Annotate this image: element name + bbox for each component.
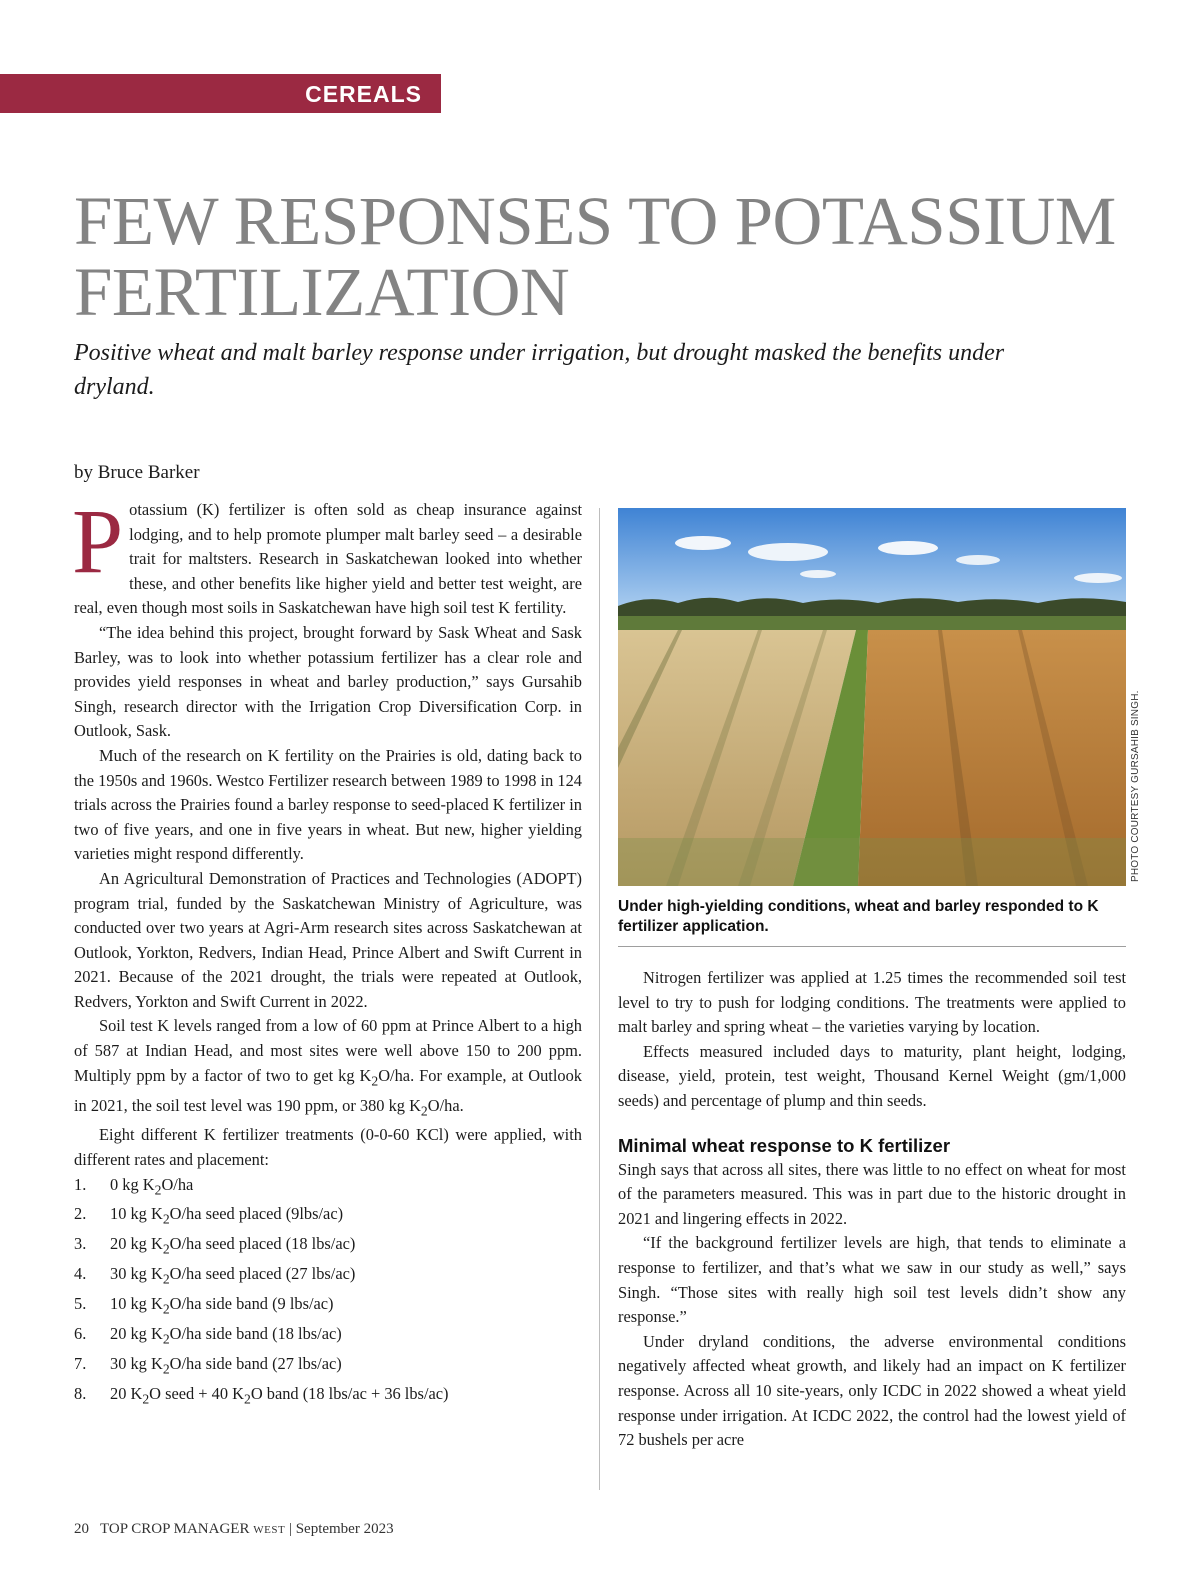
list-item: 8. 20 $K_2O$ seed + 40 $K_2O$ band (18 lbs/ac + 36 lbs/ac) <box>74 1383 449 1406</box>
list-item: 5. 10 kg $K_2O/ha$ side band (9 lbs/ac) <box>74 1294 334 1317</box>
page-footer <box>74 1521 394 1538</box>
list-item: 2. 10 kg $K_2O/ha$ seed placed (9lbs/ac) <box>74 1204 344 1227</box>
headline: FEW RESPONSES TO POTASSIUM FERTILIZATION <box>74 183 1116 330</box>
article-paragraph: An Agricultural Demonstration of Practices and Technologies (ADOPT) program trial, funded by the Saskatchewan Ministry of Agriculture, was conducted over two years at Agri-Arm research sites across Saskatchewan at Outlook, Yorkton, Redvers, Indian Head, Prince Albert and Swift Current in 2021. Because of the 2021 drought, the trials were repeated at Outlook, Redvers, Yorkton and Swift Current in 2022. <box>74 868 582 1011</box>
article-paragraph: Singh says that across all sites, there was little to no effect on wheat for most of the parameters measured. This was in part due to the historic drought in 2021 and lingering effects in 2022. <box>618 1159 1126 1228</box>
deck: Positive wheat and malt barley response under irrigation, but drought masked the benefits under dryland. <box>74 340 1005 400</box>
article-paragraph: Nitrogen fertilizer was applied at 1.25 times the recommended soil test level to try to push for lodging conditions. The treatments were applied to malt barley and spring wheat – the varieties varying by location. <box>618 968 1126 1037</box>
subhead: Minimal wheat response to K fertilizer <box>618 1134 951 1156</box>
magazine-edition: WEST <box>253 1524 286 1536</box>
article-paragraph: “If the background fertilizer levels are high, that tends to eliminate a response to fertilizer, and that’s what we saw in our study as well,” says Singh. “Those sites with really high soil test levels didn’t show any response.” <box>618 1233 1126 1327</box>
footer-separator: | <box>288 1521 292 1537</box>
list-item: 6. 20 kg $K_2O/ha$ side band (18 lbs/ac) <box>74 1323 342 1347</box>
section-label: CEREALS <box>0 74 441 113</box>
article-paragraph: Soil test K levels ranged from a low of 60 ppm at Prince Albert to a high of 587 at Indian Head, and most sites were well above 150 to 200 ppm. Multiply ppm by a factor of two to get kg $K_2O/ha$. For example, at Outlook in 2021, the soil test level was 190 ppm, or 380 kg $K_2O/ha$. <box>74 1016 582 1118</box>
column-divider <box>599 508 600 1490</box>
article-paragraph: Much of the research on K fertility on the Prairies is old, dating back to the 1950s and 1960s. Westco Fertilizer research between 1989 to 1998 in 124 trials across the Prairies found a barley response to seed-placed K fertilizer in two of five years, and one in five years in wheat. But new, higher yielding varieties might respond differently. <box>74 745 582 864</box>
article-paragraph: Under dryland conditions, the adverse environmental conditions negatively affected wheat growth, and likely had an impact on K fertilizer response. Across all 10 site-years, only ICDC in 2022 showed a wheat yield response under irrigation. At ICDC 2022, the control had the lowest yield of 72 bushels per acre <box>618 1331 1126 1450</box>
list-item: 7. 30 kg $K_2O/ha$ side band (27 lbs/ac) <box>74 1353 342 1377</box>
article-paragraph: Effects measured included days to maturity, plant height, lodging, disease, yield, protein, test weight, Thousand Kernel Weight (gm/1,000 seeds) and percentage of plump and thin seeds. <box>618 1041 1126 1110</box>
byline: by Bruce Barker <box>74 462 200 483</box>
article-paragraph: Potassium (K) fertilizer is often sold as cheap insurance against lodging, and to help promote plumper malt barley seed – a desirable trait for maltsters. Research in Saskatchewan looked into whether these, and other benefits like higher yield and better test weight, are real, even though most soils in Saskatchewan have high soil test K fertility. <box>72 490 582 618</box>
dropcap: P <box>72 490 124 592</box>
left-column <box>72 490 582 1412</box>
photo-caption: Under high-yielding conditions, wheat and barley responded to K fertilizer application. <box>618 898 1099 935</box>
article-paragraph: Eight different K fertilizer treatments (0-0-60 KCl) were applied, with different rates and placement: <box>74 1125 582 1169</box>
list-item: 3. 20 kg $K_2O/ha$ seed placed (18 lbs/ac) <box>74 1234 356 1257</box>
field-photo <box>618 508 1126 886</box>
issue-date: September 2023 <box>295 1521 394 1537</box>
treatment-list <box>74 1173 582 1412</box>
article-paragraph: “The idea behind this project, brought forward by Sask Wheat and Sask Barley, was to look into whether potassium fertilizer has a clear role and provides yield responses in wheat and barley production,” says Gursahib Singh, research director with the Irrigation Crop Diversification Corp. in Outlook, Sask. <box>74 622 582 741</box>
page-number: 20 <box>74 1521 89 1537</box>
caption-divider <box>618 946 1126 947</box>
right-column <box>618 966 1126 1453</box>
list-item: 4. 30 kg $K_2O/ha$ seed placed (27 lbs/ac) <box>74 1264 356 1287</box>
magazine-name: TOP CROP MANAGER <box>99 1521 250 1537</box>
list-item: 1. 0 kg $K_2O/ha$ <box>74 1174 194 1197</box>
